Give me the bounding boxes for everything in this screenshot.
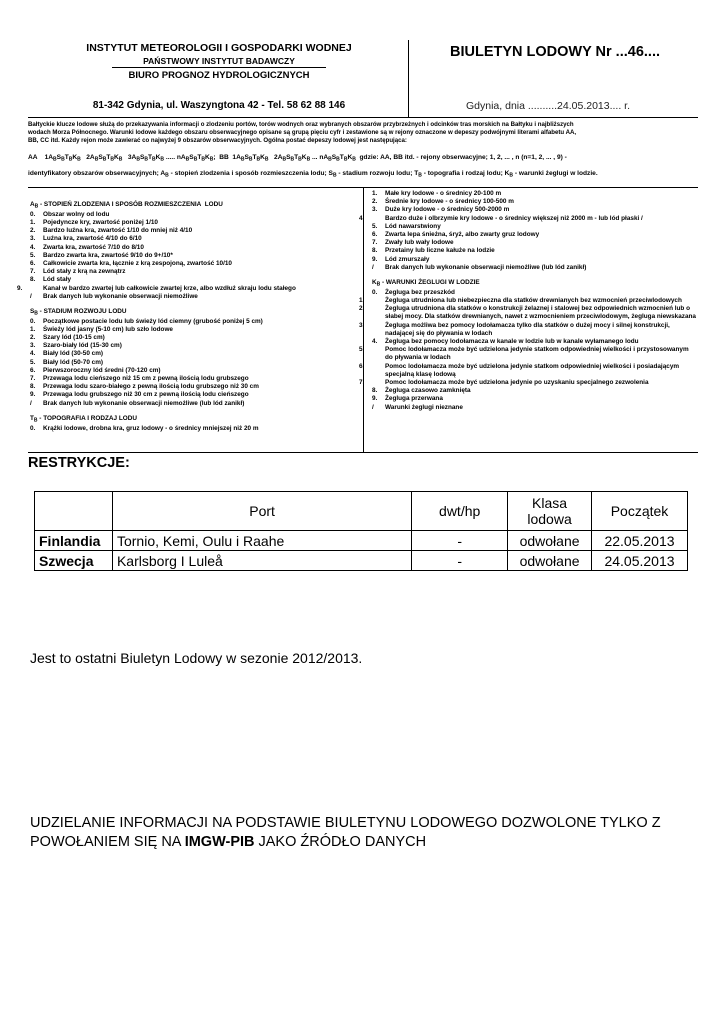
institute-name: INSTYTUT METEOROLOGII I GOSPODARKI WODNEJ [86, 42, 352, 54]
sb-text: Szaro-biały lód (15-30 cm) [43, 342, 122, 350]
kb-code: 3. [359, 321, 365, 329]
ab-text: Lód stały [43, 276, 72, 284]
tb-text: Zwarta lepa śnieżna, śryż, albo zwarty gruz lodowy [385, 231, 540, 239]
kb-text: Warunki żeglugi nieznane [385, 403, 463, 411]
kb-item [359, 305, 698, 321]
tb-code: 7. [372, 239, 378, 247]
tb-item [359, 214, 698, 223]
table-row [35, 531, 688, 551]
tb-item [30, 425, 360, 433]
sb-item [30, 400, 360, 408]
ab-item [30, 235, 360, 243]
ab-code: 5. [30, 251, 36, 259]
kb-item [359, 321, 698, 338]
address: 81-342 Gdynia, ul. Waszyngtona 42 - Tel. 58 62 88 146 [92, 100, 346, 111]
kb-text: Żegluga czasowo zamknięta [385, 387, 471, 395]
intro-line-2: wodach Morza Północnego. Warunki lodowe każdego obszaru obserwacyjnego opisane są grupą pięciu cyfr i zestawione są w rejony oznaczone w depeszy podwójnymi literami alfabetu AA, [28, 129, 577, 137]
footer-line-2: POWOŁANIEM SIĘ NA IMGW-PIB JAKO ŹRÓDŁO DANYCH [30, 834, 427, 850]
tb-item [372, 198, 698, 206]
sb-code: 7. [30, 375, 36, 383]
ab-item [30, 268, 360, 276]
ab-item [30, 276, 360, 284]
header-bottom-rule [28, 117, 698, 118]
tb-code: 3. [372, 206, 378, 214]
intro-line-1: Bałtyckie klucze lodowe służą do przekazywania informacji o zlodzeniu portów, torów wodnych oraz wybranych obszarów przybrzeżnych i odcinków tras morskich na Bałtyku i najbliższych [28, 121, 574, 128]
ab-code-list [17, 210, 360, 301]
tb-text: Bardzo duże i olbrzymie kry lodowe - o średnicy większej niż 2000 m - lub lód płaski / [385, 214, 643, 222]
bulletin-title: BIULETYN LODOWY Nr ...46.... [450, 44, 661, 60]
sb-item [30, 375, 360, 383]
kb-code: 0. [372, 288, 378, 296]
restrictions-table [34, 491, 688, 571]
ab-text: Całkowicie zwarta kra, łącznie z krą zespojoną, zwartość 10/10 [43, 259, 232, 267]
start-date-cell: 22.05.2013 [592, 531, 688, 551]
sb-item [30, 326, 360, 334]
sb-code: 8. [30, 383, 36, 391]
tb-item [372, 256, 698, 264]
ab-text: Lód stały z krą na zewnątrz [43, 268, 126, 276]
ab-item [30, 293, 360, 301]
tb-text: Średnie kry lodowe - o średnicy 100-500 m [385, 198, 514, 206]
tb-code: 4. [359, 214, 365, 222]
country-cell: Szwecja [35, 551, 113, 571]
tb-text: Małe kry lodowe - o średnicy 20-100 m [385, 190, 502, 197]
header-country [35, 492, 113, 531]
kb-item [359, 378, 698, 387]
ab-text: Zwarta kra, zwartość 7/10 do 8/10 [43, 243, 144, 251]
ab-text: Luźna kra, zwartość 4/10 do 6/10 [43, 235, 142, 243]
kb-item [372, 404, 698, 412]
sb-item [30, 350, 360, 358]
kb-code: 8. [372, 387, 378, 395]
tb-code: 1. [372, 190, 378, 197]
tb-item [372, 247, 698, 255]
kb-code: 9. [372, 395, 378, 403]
header-start: Początek [592, 492, 688, 531]
tb-section-title: $T_B$ - TOPOGRAFIA I RODZAJ LODU [30, 414, 137, 424]
ab-text: Pojedyncze kry, zwartość poniżej 1/10 [43, 218, 158, 226]
tb-text: Krążki lodowe, drobna kra, gruz lodowy - o średnicy mniejszej niż 20 m [43, 424, 259, 432]
dwt-cell: - [412, 551, 508, 571]
ab-code: / [30, 292, 32, 300]
ab-item [30, 211, 360, 219]
sb-code: 0. [30, 317, 36, 325]
tb-code: 2. [372, 198, 378, 206]
kb-code-list [359, 288, 698, 412]
tb-text: Lód zmurszały [385, 255, 430, 263]
ab-code: 9. [17, 284, 23, 292]
sb-code: / [30, 399, 32, 407]
sb-item [30, 359, 360, 367]
ab-text: Brak danych lub wykonanie obserwacji niemożliwe [43, 292, 198, 300]
ice-class-cell: odwołane [508, 551, 592, 571]
header-port: Port [112, 492, 411, 531]
tb-text: Zwały lub wały lodowe [385, 239, 454, 247]
tb-item [372, 231, 698, 239]
sb-item [30, 367, 360, 375]
tb-text: Duże kry lodowe - o średnicy 500-2000 m [385, 206, 510, 214]
ab-item [30, 260, 360, 268]
sb-item [30, 318, 360, 326]
tb-code: 6. [372, 231, 378, 239]
sb-code: 3. [30, 342, 36, 350]
ab-item [17, 284, 360, 293]
tb-item [372, 239, 698, 247]
country-cell: Finlandia [35, 531, 113, 551]
ab-code: 7. [30, 268, 36, 276]
kb-item [359, 296, 698, 305]
sb-code: 4. [30, 350, 36, 358]
sb-text: Przewaga lodu cieńszego niż 15 cm z pewną ilością lodu grubszego [43, 375, 249, 383]
sb-text: Przewaga lodu szaro-białego z pewną ilością lodu grubszego niż 30 cm [43, 383, 259, 391]
ice-class-cell: odwołane [508, 531, 592, 551]
kb-item [372, 289, 698, 297]
kb-code: 7. [359, 378, 365, 386]
dwt-cell: - [412, 531, 508, 551]
ab-code: 2. [30, 227, 36, 235]
tb-code: 9. [372, 255, 378, 263]
kb-code: 5. [359, 346, 365, 354]
port-cell: Tornio, Kemi, Oulu i Raahe [112, 531, 411, 551]
kb-text: Żegluga przerwana [385, 395, 443, 403]
tb-text: Brak danych lub wykonanie obserwacji niemożliwe (lub lód zanikł) [385, 263, 587, 271]
kb-text: Pomoc lodołamacza może być udzielona jedynie po uzyskaniu specjalnego zezwolenia [385, 378, 649, 386]
kb-text: Żegluga bez pomocy lodołamacza w kanale w lodzie lub w kanale wyłamanego lodu [385, 337, 639, 345]
tb-item [372, 206, 698, 214]
source-name: IMGW-PIB [184, 834, 255, 850]
footer-line-1: UDZIELANIE INFORMACJI NA PODSTAWIE BIULETYNU LODOWEGO DOZWOLONE TYLKO Z [30, 815, 661, 831]
ab-code: 3. [30, 235, 36, 243]
kb-code: 4. [372, 337, 378, 345]
sb-code: 5. [30, 358, 36, 366]
formula-line: AA $1A_BS_BT_BK_B$ $2A_BS_BT_BK_B$ $3A_BS_BT_BK_B$ ..... $nA_BS_BT_BK_B$; BB $1A_BS_BT_BK_B$ $2A_BS_BT_BK_B$ ... $nA_BS_BT_BK_B$ gdzie: AA, BB itd. - rejony obserwacyjne; 1, 2, ... , n (n=1, 2, ... , 9) - [28, 154, 567, 163]
sb-item [30, 342, 360, 350]
header-vertical-divider [408, 40, 409, 118]
season-end-notice: Jest to ostatni Biuletyn Lodowy w sezonie 2012/2013. [30, 650, 363, 666]
tb-item [372, 264, 698, 272]
tb-item [372, 223, 698, 231]
intro-line-3: BB, CC itd. Każdy rejon może zawierać co najwyżej 9 obszarów obserwacyjnych. Ogólna postać depeszy lodowej jest następująca: [28, 137, 407, 145]
sb-text: Brak danych lub wykonanie obserwacji niemożliwe (lub lód zanikł) [43, 399, 245, 407]
ab-code: 0. [30, 210, 36, 218]
sb-code: 6. [30, 366, 36, 374]
ab-section-title: $A_B$ - STOPIEŃ ZLODZENIA I SPOSÓB ROZMIESZCZENIA LODU [30, 201, 223, 210]
tb-code-list-right [359, 190, 698, 272]
kb-section-title: $K_B$ - WARUNKI ŻEGLUGI W LODZIE [372, 279, 480, 288]
sb-text: Przewaga lodu grubszego niż 30 cm z pewną ilością lodu cieńszego [43, 391, 249, 399]
sb-code-list [30, 318, 360, 408]
header-dwt: dwt/hp [412, 492, 508, 531]
right-legend-column [359, 190, 698, 412]
table-header-row [35, 492, 688, 531]
port-cell: Karlsborg I Luleå [112, 551, 411, 571]
tb-code: 0. [30, 424, 36, 432]
tb-text: Przetainy lub liczne kałuże na lodzie [385, 247, 495, 255]
tb-text: Lód nawarstwiony [385, 222, 441, 230]
sb-item [30, 334, 360, 342]
ab-item [30, 227, 360, 235]
ab-text: Kanał w bardzo zwartej lub całkowicie zwartej krze, albo wzdłuż skraju lodu stałego [43, 284, 296, 292]
footer-disclaimer [30, 814, 661, 852]
ab-code: 1. [30, 218, 36, 226]
kb-code: 1. [359, 296, 365, 304]
sb-text: Świeży lód jasny (5-10 cm) lub szło lodowe [43, 325, 173, 333]
sb-item [30, 383, 360, 391]
place-date: Gdynia, dnia ..........24.05.2013.... r. [466, 100, 631, 112]
office-name: BIURO PROGNOZ HYDROLOGICZNYCH [128, 70, 310, 81]
ab-item [30, 244, 360, 252]
header-ice-class: Klasa lodowa [508, 492, 592, 531]
ab-text: Obszar wolny od lodu [43, 210, 110, 218]
sb-text: Pierwszoroczny lód średni (70-120 cm) [43, 366, 161, 374]
kb-code: 6. [359, 362, 365, 370]
institute-subtitle: PAŃSTWOWY INSTYTUT BADAWCZY [143, 56, 295, 66]
kb-item [359, 346, 698, 362]
tb-code: 8. [372, 247, 378, 255]
kb-text: Żegluga możliwa bez pomocy lodołamacza tylko dla statków o dużej mocy i silnej konstrukcji, nadającej się do pływania w lodach [385, 321, 670, 337]
left-legend-column [17, 201, 360, 433]
restrictions-title: RESTRYKCJE: [28, 455, 130, 471]
sb-code: 2. [30, 334, 36, 342]
kb-text: Żegluga bez przeszkód [385, 288, 455, 296]
kb-code: / [372, 403, 374, 411]
ab-item [30, 219, 360, 227]
start-date-cell: 24.05.2013 [592, 551, 688, 571]
header-divider [112, 67, 326, 68]
sb-text: Początkowe postacie lodu lub świeży lód ciemny (grubość poniżej 5 cm) [43, 317, 263, 325]
columns-divider [363, 187, 364, 452]
sb-text: Biały lód (30-50 cm) [43, 350, 104, 358]
sb-code: 1. [30, 325, 36, 333]
kb-text: Pomoc lodołamacza może być udzielona jedynie statkom odpowiedniej wielkości i posiadającym specjalną klasę lodową [385, 362, 680, 378]
sb-text: Biały lód (50-70 cm) [43, 358, 104, 366]
ab-code: 8. [30, 276, 36, 284]
sb-code: 9. [30, 391, 36, 399]
tb-code-list-left [30, 425, 360, 433]
kb-text: Pomoc lodołamacza może być udzielona jedynie statkom odpowiedniej wielkości i przystosowanym do pływania w lodach [385, 346, 689, 362]
kb-text: Żegluga utrudniona lub niebezpieczna dla statków drewnianych bez wzmocnień przeciwlodowych [385, 296, 682, 304]
sb-item [30, 391, 360, 399]
kb-item [372, 338, 698, 346]
formula-region-aa: AA [28, 154, 38, 161]
tb-item [372, 190, 698, 198]
ab-code: 6. [30, 259, 36, 267]
legend-bottom-rule [28, 452, 698, 453]
intro-text [28, 121, 700, 146]
kb-code: 2. [359, 305, 365, 313]
sb-text: Szary lód (10-15 cm) [43, 334, 105, 342]
table-row [35, 551, 688, 571]
ab-text: Bardzo luźna kra, zwartość 1/10 do mniej niż 4/10 [43, 227, 193, 235]
ab-code: 4. [30, 243, 36, 251]
formula-legend-line: identyfikatory obszarów obserwacyjnych; $A_B$ - stopień zlodzenia i sposób rozmieszczenia lodu; $S_B$ - stadium rozwoju lodu; $T_B$ - topografia i rodzaj lodu; $K_B$ - warunki żeglugi w lodzie. [28, 170, 598, 179]
kb-item [359, 362, 698, 379]
kb-text: Żegluga utrudniona dla statków o konstrukcji żelaznej i stalowej bez odpowiednich wzmocnień lub o słabej mocy. Dla statków drewnianych, nawet z wzmocnieniem przeciwlodowym, żegluga niewskazana [385, 305, 696, 321]
ab-text: Bardzo zwarta kra, zwartość 9/10 do 9+/10* [43, 251, 173, 259]
formula-explanation: gdzie: AA, BB itd. - rejony obserwacyjne; 1, 2, ... , n (n=1, 2, ... , 9) - [359, 154, 567, 161]
sb-section-title: $S_B$ - STADIUM ROZWOJU LODU [30, 307, 127, 317]
tb-code: 5. [372, 222, 378, 230]
kb-item [372, 395, 698, 403]
ab-item [30, 252, 360, 260]
tb-code: / [372, 263, 374, 271]
